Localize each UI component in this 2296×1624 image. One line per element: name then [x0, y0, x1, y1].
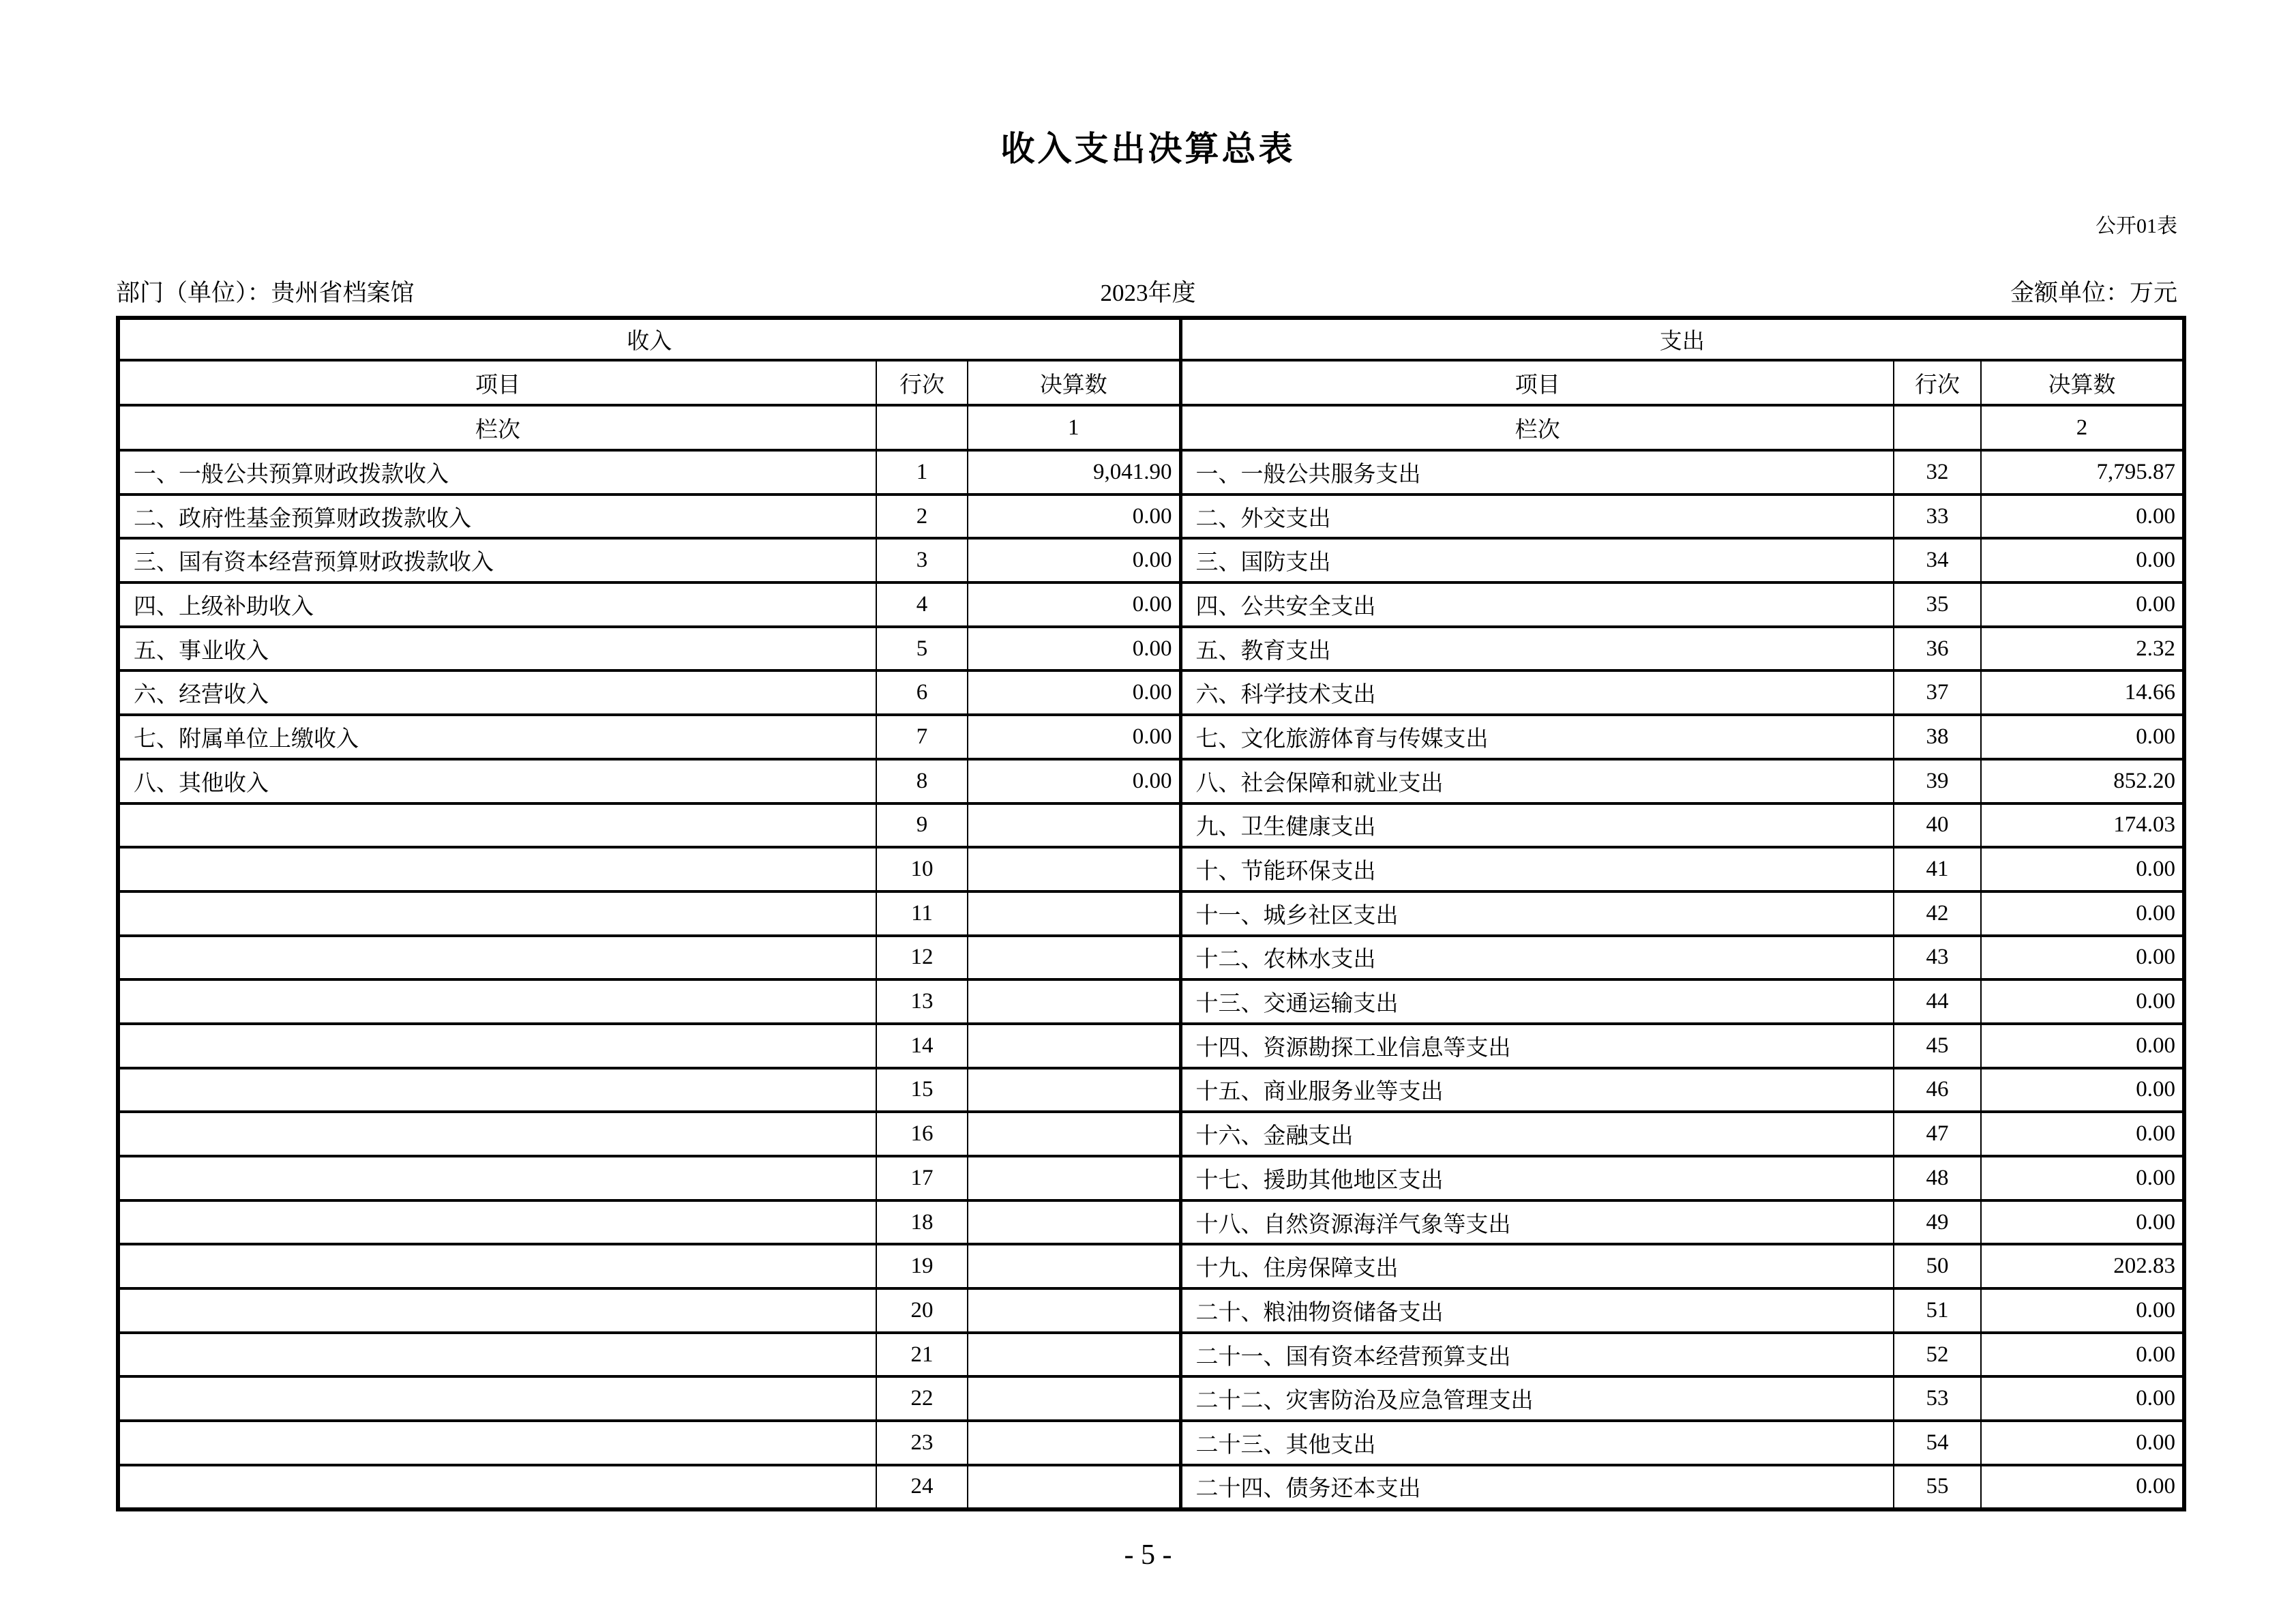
income-index-label: 栏次 [118, 405, 876, 450]
income-line-cell: 22 [876, 1376, 968, 1421]
income-amount-cell [968, 1112, 1180, 1156]
income-item-cell [118, 1156, 876, 1200]
expense-amount-cell: 852.20 [1981, 759, 2184, 803]
expense-item-cell: 五、教育支出 [1180, 627, 1894, 671]
income-line-cell: 9 [876, 803, 968, 848]
expense-amount-cell: 7,795.87 [1981, 450, 2184, 494]
expense-line-cell: 47 [1894, 1112, 1981, 1156]
income-amount-cell [968, 847, 1180, 891]
income-amount-cell [968, 979, 1180, 1024]
expense-amount-cell: 0.00 [1981, 1068, 2184, 1112]
income-item-cell [118, 1288, 876, 1333]
table-row [118, 847, 2184, 891]
income-line-cell: 20 [876, 1288, 968, 1333]
income-index-line-blank [876, 405, 968, 450]
income-item-cell [118, 1200, 876, 1245]
income-line-column-header: 行次 [876, 360, 968, 405]
expense-amount-cell: 0.00 [1981, 936, 2184, 980]
income-line-cell: 8 [876, 759, 968, 803]
expense-index-line-blank [1894, 405, 1981, 450]
table-row [118, 670, 2184, 715]
expense-item-cell: 三、国防支出 [1180, 538, 1894, 582]
expense-line-cell: 48 [1894, 1156, 1981, 1200]
expense-item-cell: 十七、援助其他地区支出 [1180, 1156, 1894, 1200]
income-amount-cell [968, 1068, 1180, 1112]
expense-amount-cell: 0.00 [1981, 1156, 2184, 1200]
income-item-cell [118, 847, 876, 891]
expense-line-cell: 44 [1894, 979, 1981, 1024]
expense-amount-cell: 0.00 [1981, 1465, 2184, 1509]
expense-amount-cell: 2.32 [1981, 627, 2184, 671]
income-amount-cell [968, 1024, 1180, 1068]
income-item-cell [118, 1333, 876, 1377]
income-line-cell: 6 [876, 670, 968, 715]
income-line-cell: 7 [876, 715, 968, 759]
income-item-cell [118, 803, 876, 848]
expense-amount-cell: 0.00 [1981, 979, 2184, 1024]
income-amount-cell [968, 891, 1180, 936]
expense-item-cell: 二十一、国有资本经营预算支出 [1180, 1333, 1894, 1377]
expense-item-cell: 二十三、其他支出 [1180, 1421, 1894, 1465]
income-line-cell: 15 [876, 1068, 968, 1112]
table-row [118, 1376, 2184, 1421]
income-item-cell [118, 936, 876, 980]
income-line-cell: 12 [876, 936, 968, 980]
table-row [118, 803, 2184, 848]
income-item-cell [118, 1112, 876, 1156]
expense-item-cell: 七、文化旅游体育与传媒支出 [1180, 715, 1894, 759]
income-amount-cell [968, 803, 1180, 848]
expense-line-cell: 52 [1894, 1333, 1981, 1377]
income-amount-cell [968, 1156, 1180, 1200]
income-item-cell [118, 1244, 876, 1288]
table-row [118, 582, 2184, 627]
expense-item-cell: 十九、住房保障支出 [1180, 1244, 1894, 1288]
table-row [118, 1244, 2184, 1288]
income-amount-cell [968, 1333, 1180, 1377]
expense-index-value: 2 [1981, 405, 2184, 450]
income-section-header: 收入 [118, 318, 1180, 360]
income-line-cell: 5 [876, 627, 968, 671]
income-amount-cell [968, 1288, 1180, 1333]
expense-item-cell: 十、节能环保支出 [1180, 847, 1894, 891]
table-row [118, 1421, 2184, 1465]
table-row [118, 891, 2184, 936]
income-item-cell: 一、一般公共预算财政拨款收入 [118, 450, 876, 494]
expense-line-cell: 36 [1894, 627, 1981, 671]
form-code-label: 公开01表 [2096, 215, 2177, 237]
expense-amount-cell: 0.00 [1981, 1421, 2184, 1465]
expense-line-cell: 41 [1894, 847, 1981, 891]
expense-line-cell: 51 [1894, 1288, 1981, 1333]
table-body [118, 450, 2184, 1509]
expense-line-cell: 50 [1894, 1244, 1981, 1288]
income-amount-cell: 0.00 [968, 627, 1180, 671]
expense-amount-column-header: 决算数 [1981, 360, 2184, 405]
table-row [118, 538, 2184, 582]
fiscal-year-label: 2023年度 [1100, 280, 1196, 306]
expense-amount-cell: 0.00 [1981, 1376, 2184, 1421]
table-row [118, 494, 2184, 539]
table-row [118, 1200, 2184, 1245]
income-amount-cell [968, 936, 1180, 980]
expense-line-cell: 35 [1894, 582, 1981, 627]
expense-line-cell: 40 [1894, 803, 1981, 848]
income-line-cell: 3 [876, 538, 968, 582]
expense-item-cell: 二十四、债务还本支出 [1180, 1465, 1894, 1509]
income-amount-cell [968, 1200, 1180, 1245]
table-row [118, 1465, 2184, 1509]
income-line-cell: 21 [876, 1333, 968, 1377]
expense-item-cell: 九、卫生健康支出 [1180, 803, 1894, 848]
income-item-cell [118, 1024, 876, 1068]
income-line-cell: 17 [876, 1156, 968, 1200]
income-index-value: 1 [968, 405, 1180, 450]
expense-item-cell: 二十、粮油物资储备支出 [1180, 1288, 1894, 1333]
expense-item-cell: 十六、金融支出 [1180, 1112, 1894, 1156]
expense-item-cell: 二十二、灾害防治及应急管理支出 [1180, 1376, 1894, 1421]
column-index-row [118, 405, 2184, 450]
expense-item-cell: 六、科学技术支出 [1180, 670, 1894, 715]
expense-amount-cell: 0.00 [1981, 1288, 2184, 1333]
income-amount-cell: 9,041.90 [968, 450, 1180, 494]
expense-line-cell: 45 [1894, 1024, 1981, 1068]
expense-item-cell: 十三、交通运输支出 [1180, 979, 1894, 1024]
expense-item-cell: 四、公共安全支出 [1180, 582, 1894, 627]
income-amount-cell: 0.00 [968, 582, 1180, 627]
expense-amount-cell: 0.00 [1981, 1200, 2184, 1245]
income-line-cell: 2 [876, 494, 968, 539]
income-amount-cell: 0.00 [968, 538, 1180, 582]
income-item-column-header: 项目 [118, 360, 876, 405]
income-item-cell [118, 979, 876, 1024]
table-row [118, 627, 2184, 671]
table-row [118, 450, 2184, 494]
expense-item-cell: 一、一般公共服务支出 [1180, 450, 1894, 494]
income-amount-cell: 0.00 [968, 670, 1180, 715]
income-line-cell: 13 [876, 979, 968, 1024]
column-header-row [118, 360, 2184, 405]
income-line-cell: 18 [876, 1200, 968, 1245]
income-item-cell [118, 1376, 876, 1421]
income-expense-summary-table [116, 316, 2186, 1511]
income-line-cell: 1 [876, 450, 968, 494]
expense-line-cell: 39 [1894, 759, 1981, 803]
expense-line-cell: 33 [1894, 494, 1981, 539]
expense-item-cell: 十四、资源勘探工业信息等支出 [1180, 1024, 1894, 1068]
table-row [118, 1112, 2184, 1156]
expense-amount-cell: 174.03 [1981, 803, 2184, 848]
table-row [118, 715, 2184, 759]
table-row [118, 1068, 2184, 1112]
expense-item-cell: 十一、城乡社区支出 [1180, 891, 1894, 936]
income-amount-cell [968, 1376, 1180, 1421]
page-title: 收入支出决算总表 [1000, 130, 1296, 168]
section-header-row [118, 318, 2184, 360]
expense-item-cell: 八、社会保障和就业支出 [1180, 759, 1894, 803]
income-amount-cell [968, 1465, 1180, 1509]
expense-item-cell: 十八、自然资源海洋气象等支出 [1180, 1200, 1894, 1245]
income-line-cell: 24 [876, 1465, 968, 1509]
expense-line-cell: 32 [1894, 450, 1981, 494]
department-label: 部门（单位）：贵州省档案馆 [116, 280, 415, 306]
expense-amount-cell: 14.66 [1981, 670, 2184, 715]
expense-amount-cell: 0.00 [1981, 538, 2184, 582]
income-amount-cell: 0.00 [968, 715, 1180, 759]
income-amount-cell: 0.00 [968, 759, 1180, 803]
income-line-cell: 16 [876, 1112, 968, 1156]
income-amount-cell [968, 1421, 1180, 1465]
expense-item-cell: 二、外交支出 [1180, 494, 1894, 539]
expense-line-cell: 43 [1894, 936, 1981, 980]
expense-amount-cell: 202.83 [1981, 1244, 2184, 1288]
table-row [118, 1156, 2184, 1200]
income-item-cell [118, 1068, 876, 1112]
income-amount-cell [968, 1244, 1180, 1288]
income-item-cell [118, 1421, 876, 1465]
table-row [118, 936, 2184, 980]
income-item-cell: 四、上级补助收入 [118, 582, 876, 627]
income-amount-column-header: 决算数 [968, 360, 1180, 405]
expense-line-cell: 46 [1894, 1068, 1981, 1112]
expense-item-column-header: 项目 [1180, 360, 1894, 405]
income-item-cell: 五、事业收入 [118, 627, 876, 671]
expense-line-cell: 49 [1894, 1200, 1981, 1245]
expense-amount-cell: 0.00 [1981, 1112, 2184, 1156]
expense-line-cell: 38 [1894, 715, 1981, 759]
income-item-cell: 八、其他收入 [118, 759, 876, 803]
expense-line-cell: 54 [1894, 1421, 1981, 1465]
income-line-cell: 4 [876, 582, 968, 627]
income-line-cell: 19 [876, 1244, 968, 1288]
expense-section-header: 支出 [1180, 318, 2184, 360]
expense-line-column-header: 行次 [1894, 360, 1981, 405]
income-item-cell: 二、政府性基金预算财政拨款收入 [118, 494, 876, 539]
expense-item-cell: 十五、商业服务业等支出 [1180, 1068, 1894, 1112]
income-item-cell [118, 891, 876, 936]
amount-unit-label: 金额单位：万元 [2010, 280, 2177, 306]
expense-line-cell: 53 [1894, 1376, 1981, 1421]
income-line-cell: 10 [876, 847, 968, 891]
income-amount-cell: 0.00 [968, 494, 1180, 539]
expense-amount-cell: 0.00 [1981, 891, 2184, 936]
income-item-cell: 六、经营收入 [118, 670, 876, 715]
expense-line-cell: 42 [1894, 891, 1981, 936]
expense-amount-cell: 0.00 [1981, 715, 2184, 759]
expense-amount-cell: 0.00 [1981, 494, 2184, 539]
table-row [118, 1333, 2184, 1377]
income-line-cell: 11 [876, 891, 968, 936]
expense-index-label: 栏次 [1180, 405, 1894, 450]
income-line-cell: 23 [876, 1421, 968, 1465]
expense-amount-cell: 0.00 [1981, 1333, 2184, 1377]
table-row [118, 1024, 2184, 1068]
table-row [118, 1288, 2184, 1333]
page-number: - 5 - [1124, 1539, 1172, 1571]
expense-amount-cell: 0.00 [1981, 1024, 2184, 1068]
table-row [118, 759, 2184, 803]
income-line-cell: 14 [876, 1024, 968, 1068]
income-item-cell: 七、附属单位上缴收入 [118, 715, 876, 759]
income-item-cell [118, 1465, 876, 1509]
expense-line-cell: 55 [1894, 1465, 1981, 1509]
expense-amount-cell: 0.00 [1981, 847, 2184, 891]
expense-amount-cell: 0.00 [1981, 582, 2184, 627]
expense-line-cell: 34 [1894, 538, 1981, 582]
table-row [118, 979, 2184, 1024]
income-item-cell: 三、国有资本经营预算财政拨款收入 [118, 538, 876, 582]
expense-line-cell: 37 [1894, 670, 1981, 715]
expense-item-cell: 十二、农林水支出 [1180, 936, 1894, 980]
